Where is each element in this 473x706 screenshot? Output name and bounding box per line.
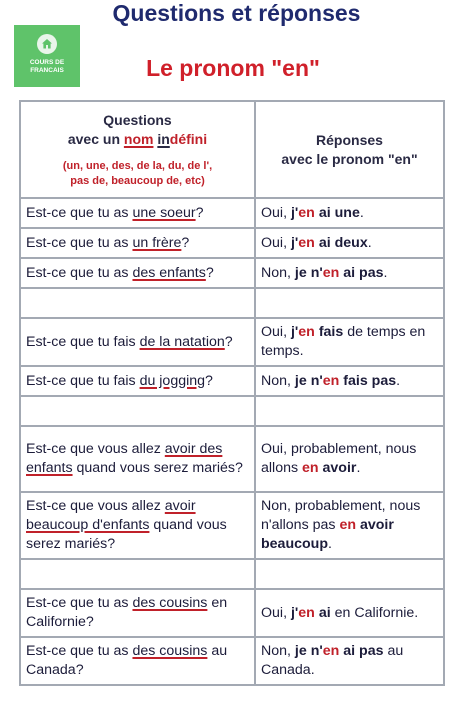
answer-cell: Non, probablement, nous n'allons pas en avoir beaucoup. xyxy=(255,492,444,559)
question-cell: Est-ce que tu fais du jogging? xyxy=(20,366,255,396)
answer-cell: Oui, j'en ai une. xyxy=(255,198,444,228)
table-row xyxy=(20,426,444,492)
question-cell: Est-ce que tu as un frère? xyxy=(20,228,255,258)
empty-row xyxy=(20,288,444,318)
answer-cell: Oui, j'en fais de temps en temps. xyxy=(255,318,444,366)
question-cell: Est-ce que tu as des cousins au Canada? xyxy=(20,637,255,685)
page-title: Questions et réponses xyxy=(112,0,361,26)
question-cell: Est-ce que tu as des enfants? xyxy=(20,258,255,288)
table-row xyxy=(20,637,444,685)
page-subtitle: Le pronom "en" xyxy=(146,55,320,81)
answer-cell: Oui, j'en ai deux. xyxy=(255,228,444,258)
table-header-row xyxy=(20,101,444,198)
house-icon xyxy=(37,34,57,54)
empty-row xyxy=(20,396,444,426)
answer-cell: Non, je n'en ai pas au Canada. xyxy=(255,637,444,685)
qa-table xyxy=(19,100,445,686)
header-questions: Questions avec un nom indéfini (un, une, des, de la, du, de l', pas de, beaucoup de, etc) xyxy=(20,101,255,198)
question-cell: Est-ce que tu as des cousins en Californie? xyxy=(20,589,255,637)
answer-cell: Non, je n'en ai pas. xyxy=(255,258,444,288)
table-row xyxy=(20,366,444,396)
empty-row xyxy=(20,559,444,589)
table-row xyxy=(20,318,444,366)
table-row xyxy=(20,492,444,559)
table-row xyxy=(20,198,444,228)
question-cell: Est-ce que vous allez avoir des enfants quand vous serez mariés? xyxy=(20,426,255,492)
question-cell: Est-ce que vous allez avoir beaucoup d'enfants quand vous serez mariés? xyxy=(20,492,255,559)
table-row xyxy=(20,228,444,258)
answer-cell: Oui, j'en ai en Californie. xyxy=(255,589,444,637)
table-row xyxy=(20,258,444,288)
table-row xyxy=(20,589,444,637)
answer-cell: Non, je n'en fais pas. xyxy=(255,366,444,396)
logo xyxy=(14,25,80,87)
question-cell: Est-ce que tu as une soeur? xyxy=(20,198,255,228)
answer-cell: Oui, probablement, nous allons en avoir. xyxy=(255,426,444,492)
question-cell: Est-ce que tu fais de la natation? xyxy=(20,318,255,366)
header-responses: Réponses avec le pronom "en" xyxy=(255,101,444,198)
logo-text: COURS DE FRANCAIS xyxy=(29,59,65,74)
